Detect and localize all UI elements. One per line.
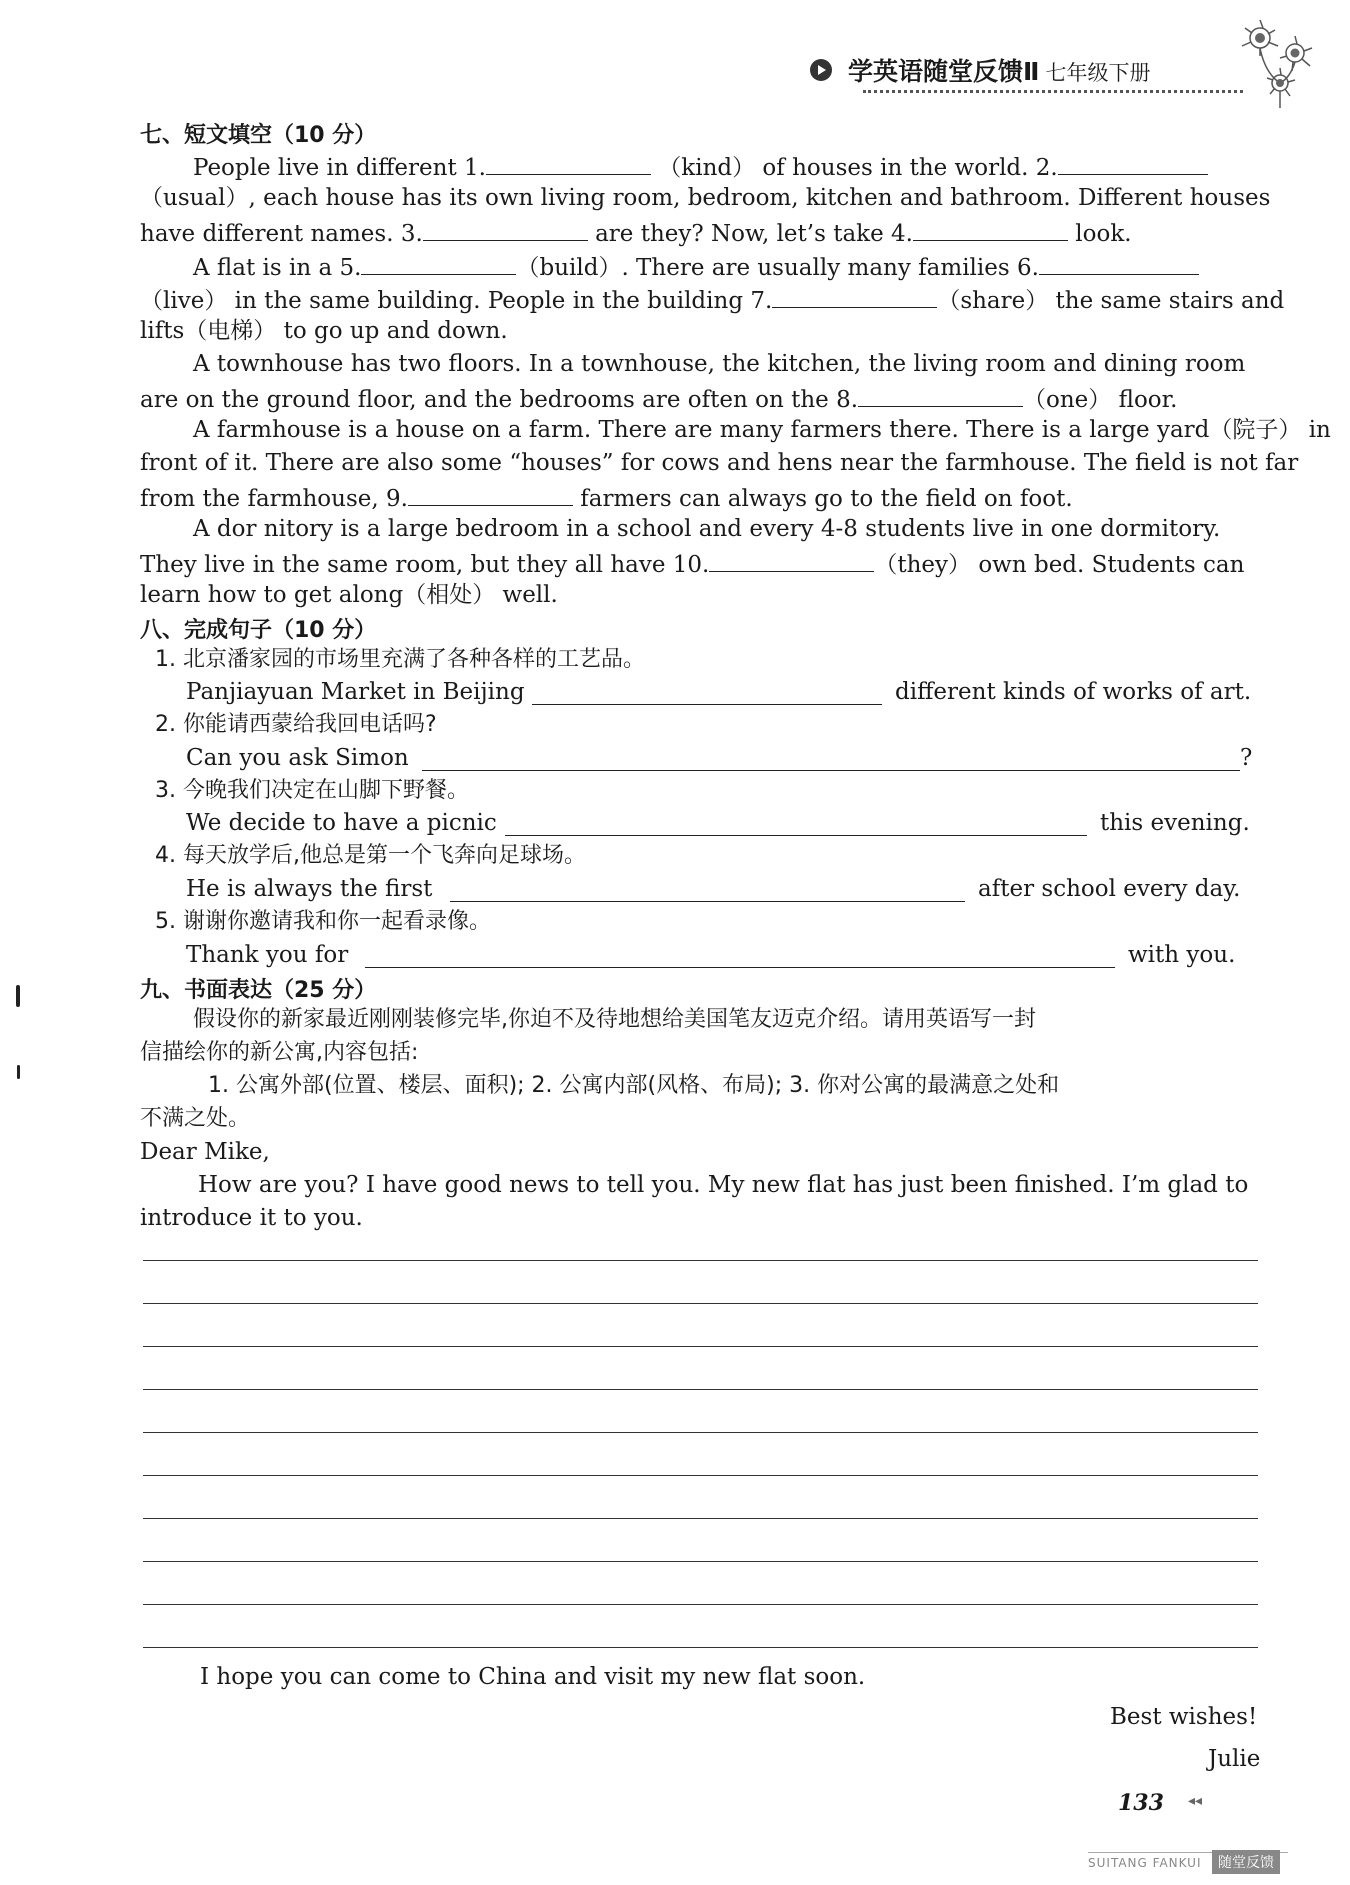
s8-item-1-cn: 1. 北京潘家园的市场里充满了各种各样的工艺品。 [155, 647, 645, 672]
play-icon [810, 59, 832, 81]
s8-item-3-cn: 3. 今晚我们决定在山脚下野餐。 [155, 778, 469, 803]
letter-greeting: Dear Mike, [140, 1139, 270, 1165]
double-arrow-left-icon: ◂◂ [1188, 1793, 1203, 1809]
header-dotted-rule [863, 90, 1243, 93]
s8-item-3-en-post: this evening. [1100, 810, 1250, 836]
s7-line-10: front of it. There are also some “houses” for cows and hens near the farmhouse. The field is not far [140, 450, 1299, 476]
s8-item-5-blank[interactable] [365, 943, 1115, 968]
s8-item-3-en-pre: We decide to have a picnic [186, 810, 497, 836]
writing-line[interactable] [143, 1389, 1258, 1390]
letter-signoff: Best wishes! [1110, 1704, 1258, 1730]
s8-item-5-cn: 5. 谢谢你邀请我和你一起看录像。 [155, 909, 491, 934]
blank-1[interactable] [486, 150, 651, 175]
s8-item-4-en-pre: He is always the first [186, 876, 433, 902]
scan-mark [17, 1065, 20, 1079]
blank-4[interactable] [913, 216, 1068, 241]
blank-6[interactable] [1039, 250, 1199, 275]
blank-10[interactable] [709, 547, 874, 572]
writing-line[interactable] [143, 1518, 1258, 1519]
footer-brand-badge: 随堂反馈 [1212, 1850, 1280, 1874]
s7-line-1: People live in different 1. （kind） of houses in the world. 2. [193, 150, 1208, 183]
section-8-heading: 八、完成句子（10 分） [140, 618, 377, 643]
writing-line[interactable] [143, 1346, 1258, 1347]
s8-item-3-blank[interactable] [505, 811, 1087, 836]
section-7-heading: 七、短文填空（10 分） [140, 123, 377, 148]
s7-line-3: have different names. 3. are they? Now, let’s take 4. look. [140, 216, 1132, 249]
writing-line[interactable] [143, 1432, 1258, 1433]
writing-line[interactable] [143, 1475, 1258, 1476]
letter-opening-2: introduce it to you. [140, 1205, 363, 1231]
s8-item-2-blank[interactable] [422, 746, 1240, 771]
writing-line[interactable] [143, 1303, 1258, 1304]
s7-line-2: （usual）, each house has its own living room, bedroom, kitchen and bathroom. Different houses [140, 185, 1271, 211]
writing-line[interactable] [143, 1260, 1258, 1261]
s9-prompt-line-3: 1. 公寓外部(位置、楼层、面积); 2. 公寓内部(风格、布局); 3. 你对公寓的最满意之处和 [208, 1073, 1060, 1098]
s7-line-11: from the farmhouse, 9. farmers can always go to the field on foot. [140, 481, 1073, 514]
sunflower-decoration-icon [1220, 8, 1330, 108]
s8-item-1-blank[interactable] [532, 680, 882, 705]
s7-line-14: learn how to get along（相处） well. [140, 582, 558, 608]
letter-opening-1: How are you? I have good news to tell you. My new flat has just been finished. I’m glad to [198, 1172, 1249, 1198]
book-title: 学英语随堂反馈Ⅱ 七年级下册 [848, 57, 1151, 86]
page-number: 133 [1118, 1790, 1164, 1816]
writing-line[interactable] [143, 1604, 1258, 1605]
s8-item-1-en-post: different kinds of works of art. [895, 679, 1252, 705]
s7-line-9: A farmhouse is a house on a farm. There are many farmers there. There is a large yard（院子） in [193, 417, 1331, 443]
blank-3[interactable] [423, 216, 588, 241]
s7-line-13: They live in the same room, but they all have 10. （they） own bed. Students can [140, 547, 1244, 580]
s7-line-5: （live） in the same building. People in the building 7. （share） the same stairs and [140, 283, 1284, 316]
s8-item-2-en-post: ? [1240, 745, 1253, 771]
writing-line[interactable] [143, 1647, 1258, 1648]
s7-line-6: lifts（电梯） to go up and down. [140, 318, 508, 344]
s9-prompt-line-4: 不满之处。 [140, 1106, 251, 1131]
s8-item-4-cn: 4. 每天放学后,他总是第一个飞奔向足球场。 [155, 843, 586, 868]
blank-9[interactable] [408, 481, 573, 506]
s8-item-2-en-pre: Can you ask Simon [186, 745, 409, 771]
letter-signature: Julie [1208, 1746, 1261, 1772]
writing-line[interactable] [143, 1561, 1258, 1562]
s7-line-7: A townhouse has two floors. In a townhouse, the kitchen, the living room and dining room [193, 351, 1246, 377]
s8-item-5-en-pre: Thank you for [186, 942, 349, 968]
page-header [808, 50, 1288, 110]
s7-line-8: are on the ground floor, and the bedrooms are often on the 8. （one） floor. [140, 382, 1177, 415]
s9-prompt-line-2: 信描绘你的新公寓,内容包括: [140, 1040, 419, 1065]
scan-mark [16, 985, 20, 1007]
s9-prompt-line-1: 假设你的新家最近刚刚装修完毕,你迫不及待地想给美国笔友迈克介绍。请用英语写一封 [193, 1007, 1036, 1032]
s7-line-12: A dor nitory is a large bedroom in a school and every 4-8 students live in one dormitory. [193, 516, 1221, 542]
blank-7[interactable] [772, 283, 937, 308]
blank-5[interactable] [361, 250, 516, 275]
section-9-heading: 九、书面表达（25 分） [140, 978, 377, 1003]
s8-item-2-cn: 2. 你能请西蒙给我回电话吗? [155, 712, 437, 737]
s8-item-4-blank[interactable] [450, 877, 965, 902]
s8-item-1-en-pre: Panjiayuan Market in Beijing [186, 679, 525, 705]
letter-closing: I hope you can come to China and visit my new flat soon. [200, 1664, 866, 1690]
blank-2[interactable] [1058, 150, 1208, 175]
blank-8[interactable] [858, 382, 1023, 407]
s8-item-4-en-post: after school every day. [978, 876, 1241, 902]
s7-line-4: A flat is in a 5. （build）. There are usually many families 6. [193, 250, 1199, 283]
s8-item-5-en-post: with you. [1128, 942, 1236, 968]
footer-brand-en: SUITANG FANKUI [1088, 1856, 1202, 1870]
